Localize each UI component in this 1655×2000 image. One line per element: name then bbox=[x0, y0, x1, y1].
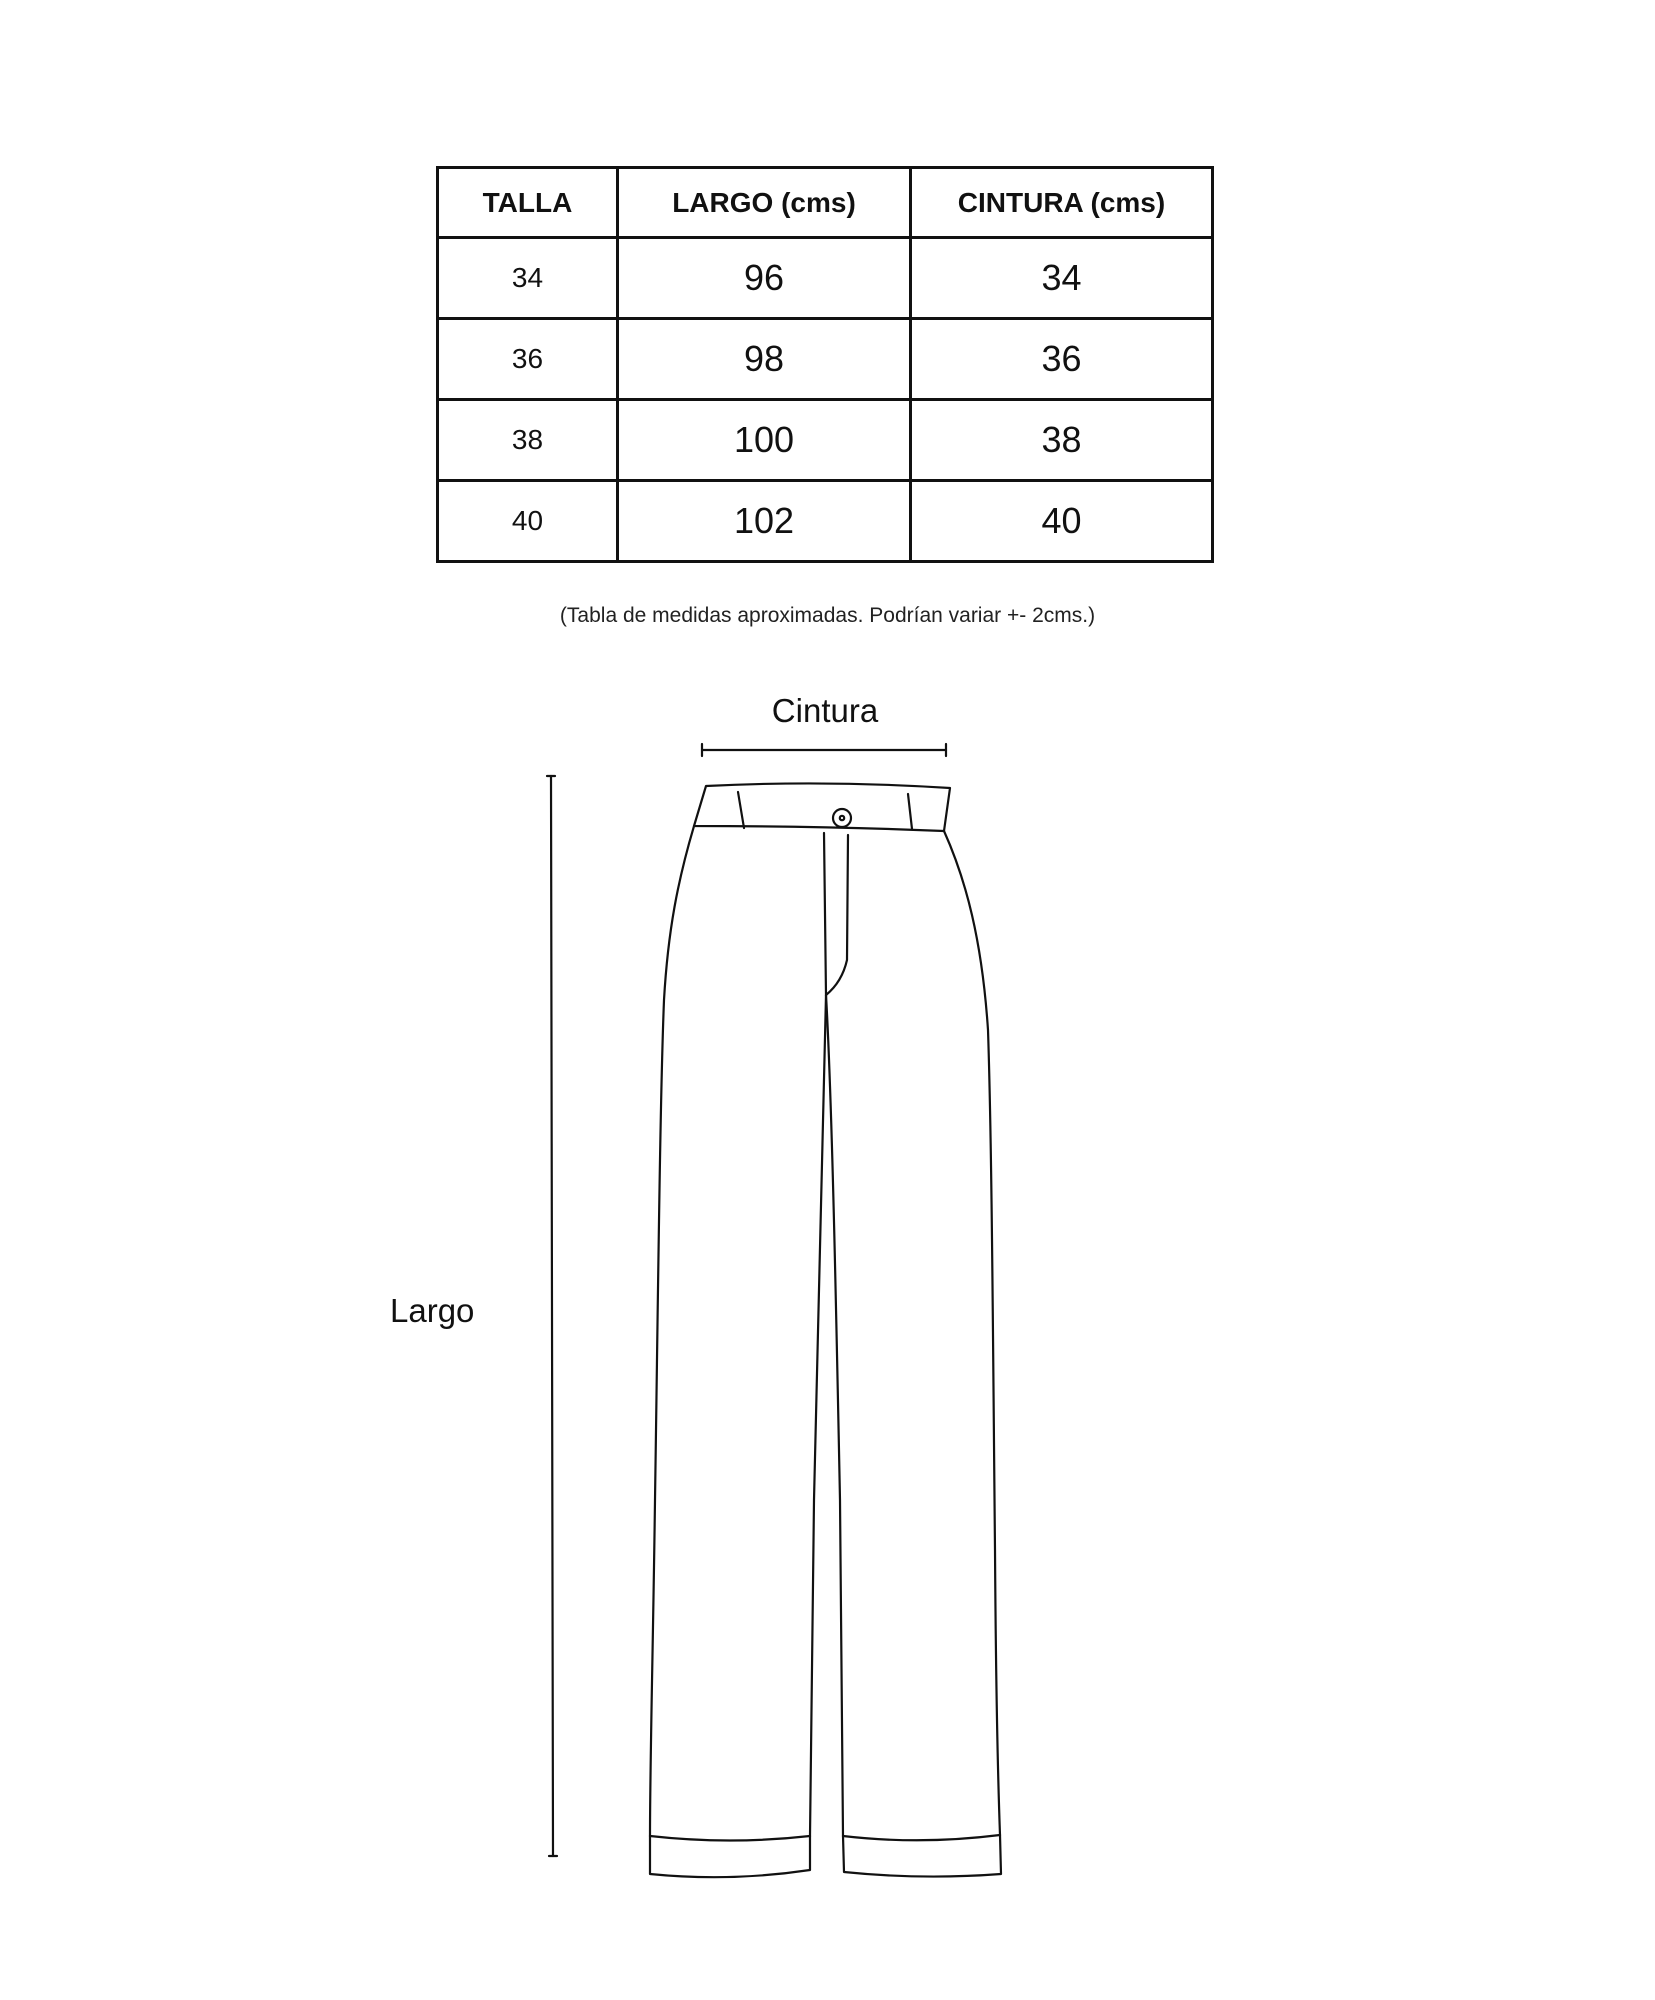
cell-talla: 34 bbox=[438, 238, 618, 319]
waist-label: Cintura bbox=[771, 692, 879, 729]
cell-cintura: 34 bbox=[911, 238, 1213, 319]
cell-largo: 100 bbox=[618, 400, 911, 481]
length-label: Largo bbox=[390, 1292, 475, 1329]
pants-outline bbox=[650, 783, 1001, 1877]
header-largo: LARGO (cms) bbox=[618, 168, 911, 238]
cell-talla: 36 bbox=[438, 319, 618, 400]
cell-cintura: 38 bbox=[911, 400, 1213, 481]
cell-largo: 98 bbox=[618, 319, 911, 400]
cell-cintura: 36 bbox=[911, 319, 1213, 400]
waist-measure-line bbox=[702, 744, 946, 756]
cell-largo: 96 bbox=[618, 238, 911, 319]
header-cintura: CINTURA (cms) bbox=[911, 168, 1213, 238]
cell-largo: 102 bbox=[618, 481, 911, 562]
cell-talla: 40 bbox=[438, 481, 618, 562]
cell-talla: 38 bbox=[438, 400, 618, 481]
measurement-note: (Tabla de medidas aproximadas. Podrían variar +- 2cms.) bbox=[559, 604, 1096, 627]
cell-cintura: 40 bbox=[911, 481, 1213, 562]
length-measure-line bbox=[547, 776, 557, 1856]
header-talla: TALLA bbox=[438, 168, 618, 238]
